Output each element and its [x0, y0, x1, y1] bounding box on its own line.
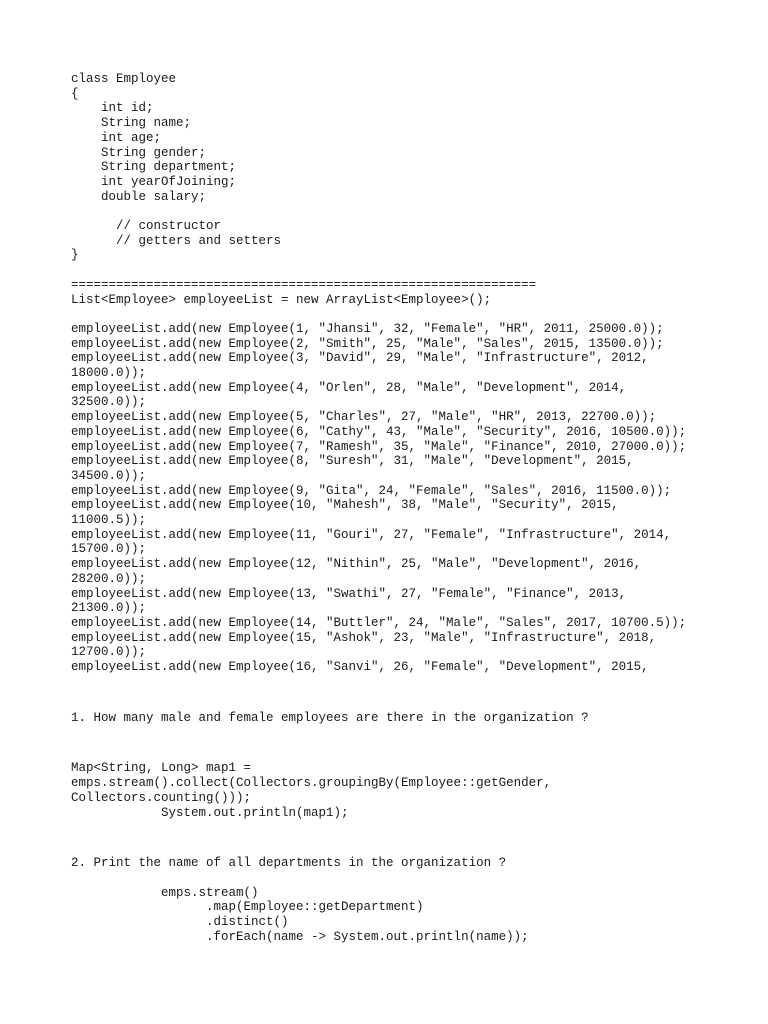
code-line: emps.stream().collect(Collectors.groupingBy(Employee::getGender, — [71, 776, 552, 791]
separator-line: ============================================================== — [71, 277, 537, 292]
code-line: 15700.0)); — [71, 542, 147, 557]
code-line: emps.stream() — [71, 885, 259, 900]
code-line: int age; — [71, 130, 162, 145]
code-line: } — [71, 248, 79, 263]
code-line: 32500.0)); — [71, 395, 147, 410]
question-1-block — [71, 711, 731, 821]
code-line: String name; — [71, 116, 192, 131]
code-line: 18000.0)); — [71, 366, 147, 381]
code-line: employeeList.add(new Employee(13, "Swathi", 27, "Female", "Finance", 2013, — [71, 586, 627, 601]
code-line: .forEach(name -> System.out.println(name)); — [71, 929, 529, 944]
code-line: employeeList.add(new Employee(2, "Smith", 25, "Male", "Sales", 2015, 13500.0)); — [71, 336, 664, 351]
code-line: 28200.0)); — [71, 571, 147, 586]
employee-list-adds — [71, 322, 731, 675]
code-line: employeeList.add(new Employee(8, "Suresh", 31, "Male", "Development", 2015, — [71, 454, 634, 469]
code-line: int yearOfJoining; — [71, 174, 237, 189]
code-line: { — [71, 86, 79, 101]
code-line: 34500.0)); — [71, 468, 147, 483]
code-line: Collectors.counting())); — [71, 790, 252, 805]
question-2-block — [71, 856, 731, 944]
code-line: employeeList.add(new Employee(1, "Jhansi", 32, "Female", "HR", 2011, 25000.0)); — [71, 321, 664, 336]
code-line: employeeList.add(new Employee(3, "David", 29, "Male", "Infrastructure", 2012, — [71, 351, 649, 366]
code-line: employeeList.add(new Employee(15, "Ashok", 23, "Male", "Infrastructure", 2018, — [71, 630, 657, 645]
code-line: .distinct() — [71, 915, 289, 930]
question-1: 1. How many male and female employees are there in the organization ? — [71, 710, 589, 725]
code-line: employeeList.add(new Employee(10, "Mahesh", 38, "Male", "Security", 2015, — [71, 498, 619, 513]
code-comment: // getters and setters — [71, 233, 282, 248]
code-line: employeeList.add(new Employee(14, "Buttler", 24, "Male", "Sales", 2017, 10700.5)); — [71, 615, 687, 630]
employee-class-block — [71, 72, 731, 263]
code-line: double salary; — [71, 189, 207, 204]
code-line: employeeList.add(new Employee(12, "Nithin", 25, "Male", "Development", 2016, — [71, 557, 642, 572]
code-line: .map(Employee::getDepartment) — [71, 900, 424, 915]
code-comment: // constructor — [71, 219, 222, 234]
code-line: class Employee — [71, 72, 177, 86]
code-line: int id; — [71, 101, 154, 116]
code-line: String gender; — [71, 145, 207, 160]
list-declaration: List<Employee> employeeList = new ArrayList<Employee>(); — [71, 292, 492, 307]
code-line: String department; — [71, 160, 237, 175]
code-line: Map<String, Long> map1 = — [71, 761, 252, 776]
question-2: 2. Print the name of all departments in the organization ? — [71, 856, 507, 871]
code-line: employeeList.add(new Employee(7, "Ramesh", 35, "Male", "Finance", 2010, 27000.0)); — [71, 439, 687, 454]
document-page — [71, 72, 731, 945]
code-line — [71, 204, 731, 219]
code-line: employeeList.add(new Employee(16, "Sanvi", 26, "Female", "Development", 2015, — [71, 660, 649, 675]
code-line: employeeList.add(new Employee(4, "Orlen", 28, "Male", "Development", 2014, — [71, 380, 627, 395]
code-line: 21300.0)); — [71, 601, 147, 616]
code-line: employeeList.add(new Employee(6, "Cathy", 43, "Male", "Security", 2016, 10500.0)); — [71, 424, 687, 439]
code-line: 11000.5)); — [71, 513, 147, 528]
code-line: 12700.0)); — [71, 645, 147, 660]
code-line: System.out.println(map1); — [71, 805, 349, 820]
code-line: employeeList.add(new Employee(9, "Gita", 24, "Female", "Sales", 2016, 11500.0)); — [71, 483, 672, 498]
code-line: employeeList.add(new Employee(11, "Gouri", 27, "Female", "Infrastructure", 2014, — [71, 527, 672, 542]
code-line: employeeList.add(new Employee(5, "Charles", 27, "Male", "HR", 2013, 22700.0)); — [71, 410, 657, 425]
